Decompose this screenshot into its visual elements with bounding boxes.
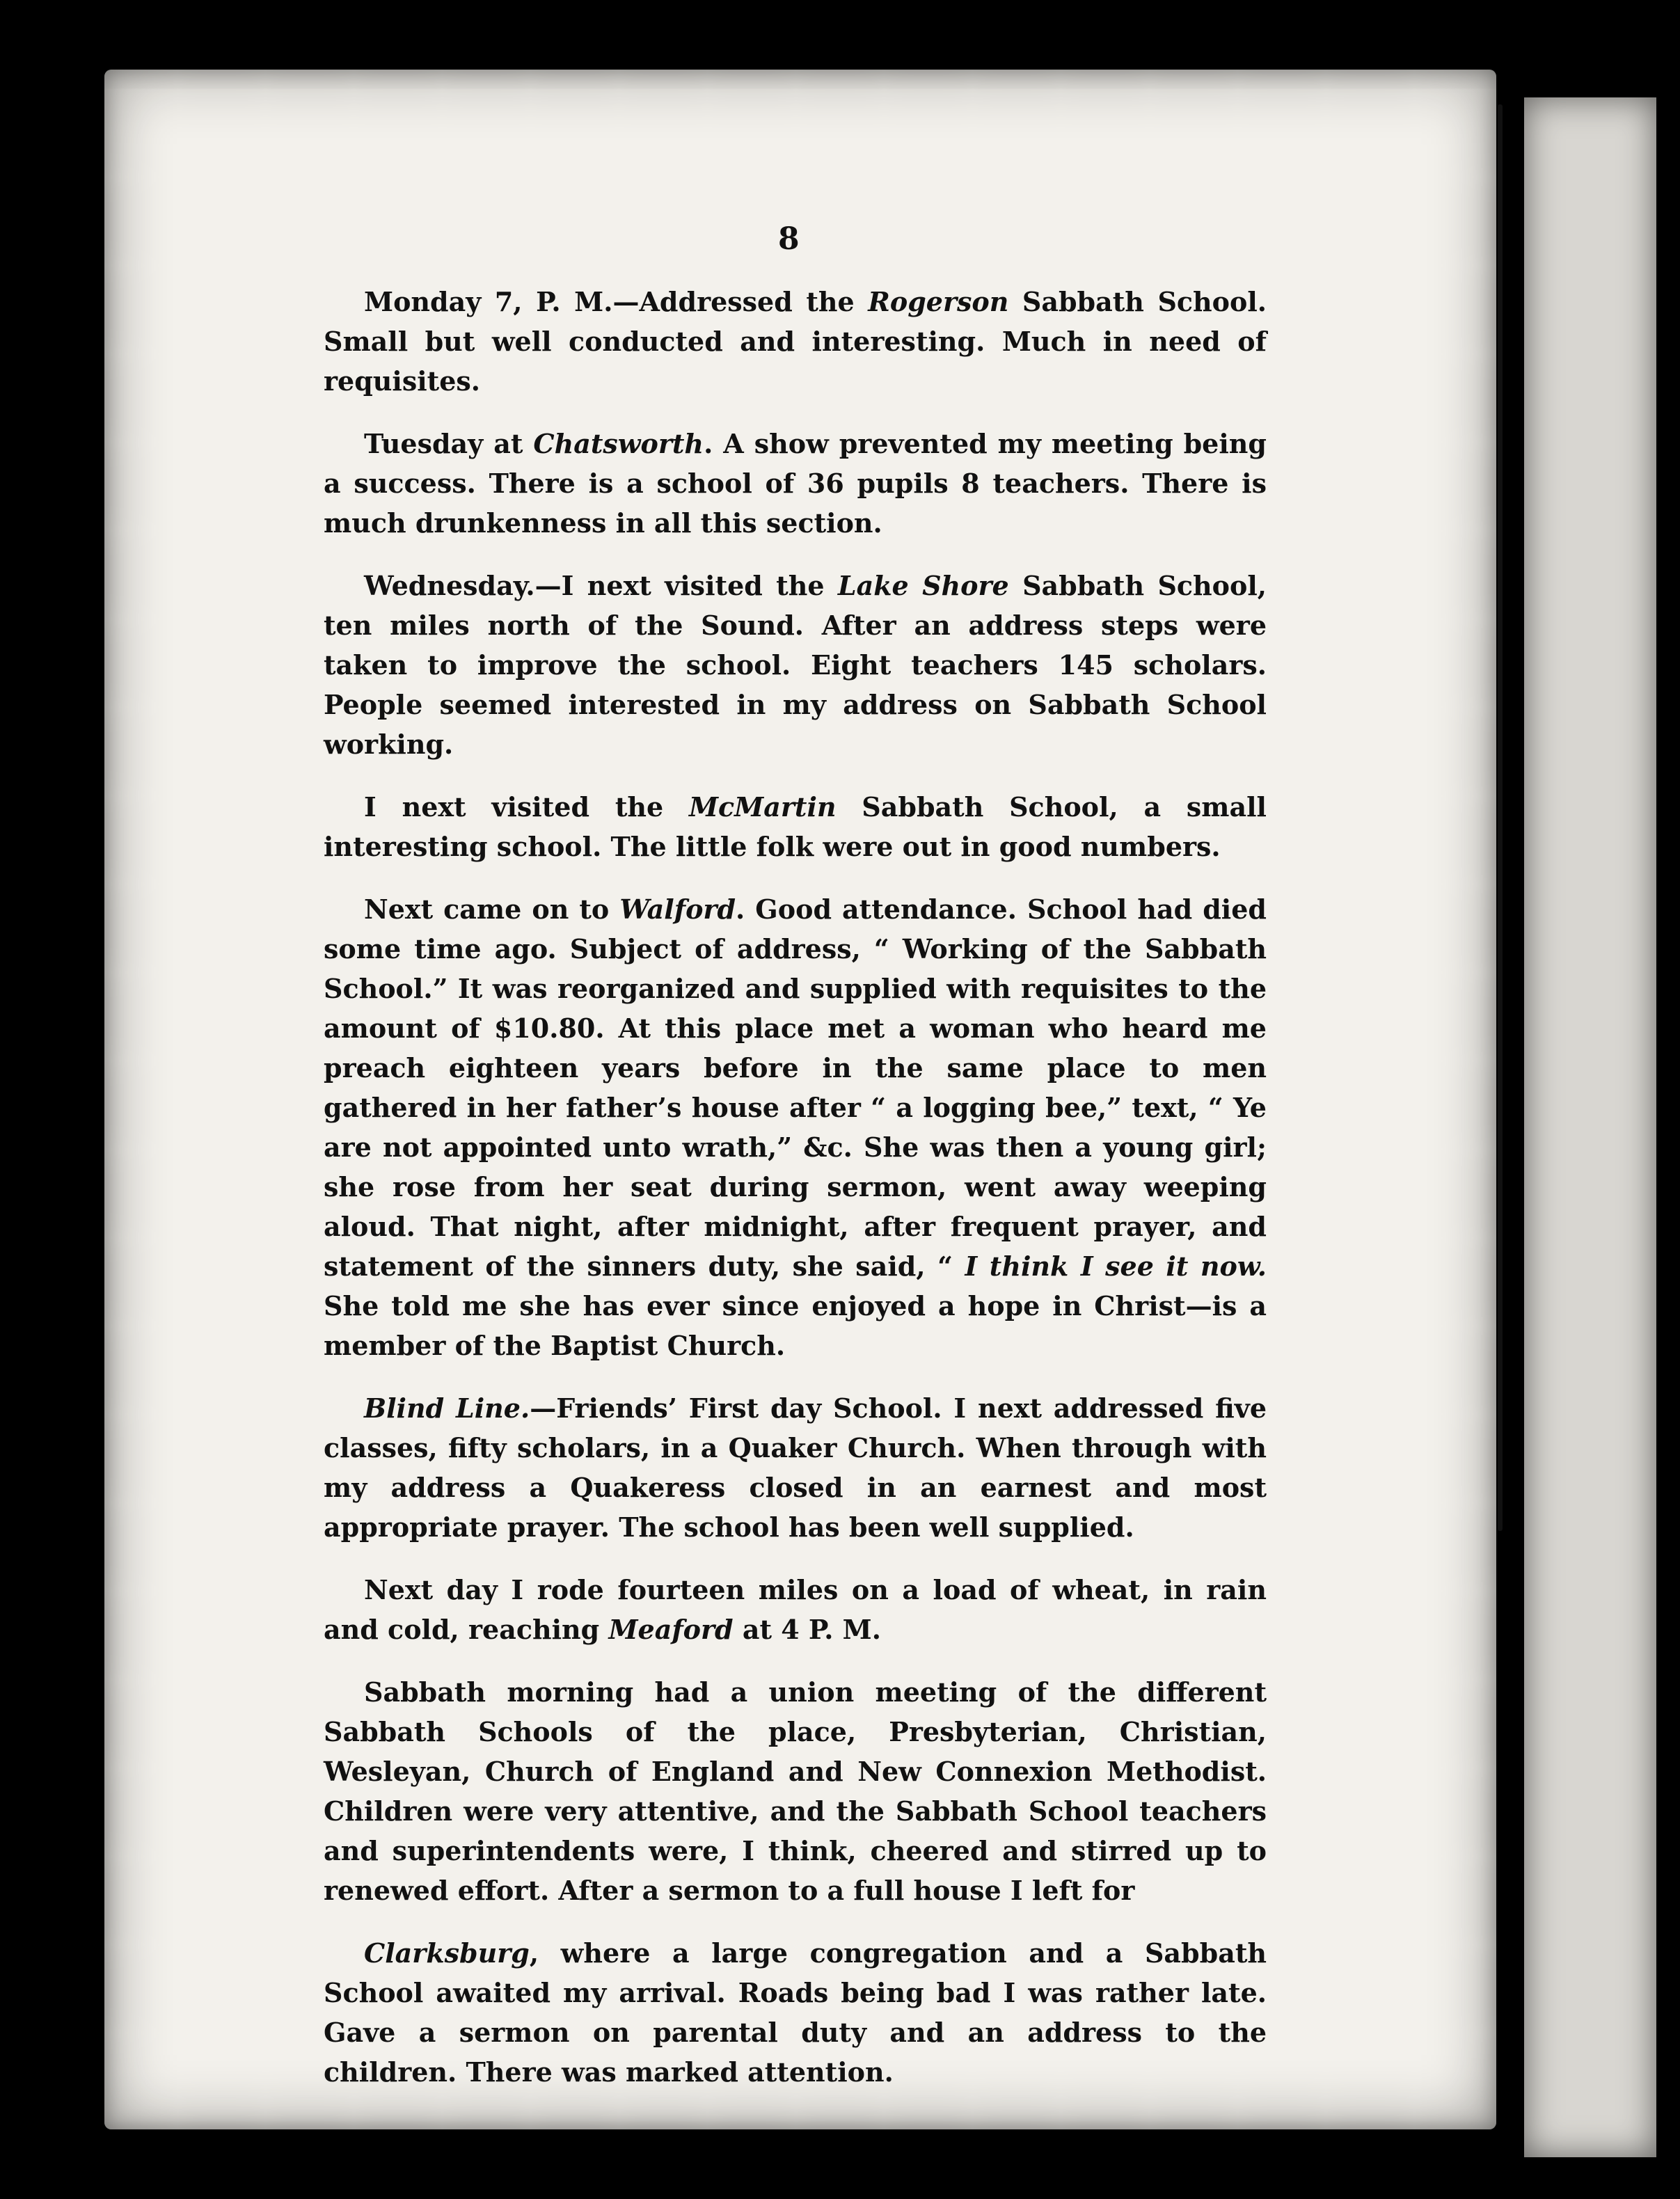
paragraph bbox=[324, 1570, 1267, 1649]
paragraph bbox=[324, 1388, 1267, 1547]
paragraph bbox=[324, 424, 1267, 543]
italic-text: Chatsworth bbox=[533, 428, 704, 459]
text-run: Wednesday.—I next visited the bbox=[364, 570, 838, 601]
page-number: 8 bbox=[778, 221, 800, 257]
paragraph bbox=[324, 566, 1267, 764]
adjacent-page-edge bbox=[1524, 97, 1656, 2157]
paragraph bbox=[324, 282, 1267, 401]
body-text bbox=[324, 282, 1267, 2115]
paragraph bbox=[324, 787, 1267, 866]
italic-text: Walford bbox=[619, 894, 736, 925]
text-run: Monday 7, P. M.—Addressed the bbox=[364, 286, 869, 317]
text-run: Sabbath morning had a union meeting of the different Sabbath Schools of the place, Presbyterian, Christian, Wesleyan, Church of England and New Connexion Methodist. Children were very attentive, and the Sabbath School teachers and superintendents were, I think, cheered and stirred up to renewed effort. After a sermon to a full house I left for bbox=[324, 1676, 1267, 1906]
text-run: She told me she has ever since enjoyed a hope in Christ—is a member of the Baptist Church. bbox=[324, 1290, 1267, 1361]
text-run: Sabbath School, a small interesting school. The little folk were out in good numbers. bbox=[324, 791, 1267, 862]
italic-text: Clarksburg bbox=[364, 1937, 530, 1969]
text-run: Sabbath School. Small but well conducted and interesting. Much in need of requisites. bbox=[324, 286, 1267, 397]
text-run: Tuesday at bbox=[364, 428, 534, 459]
paragraph bbox=[324, 1672, 1267, 1910]
paragraph bbox=[324, 889, 1267, 1365]
italic-text: Lake Shore bbox=[837, 570, 1009, 601]
paragraph bbox=[324, 1933, 1267, 2092]
page-fold-line bbox=[1498, 104, 1503, 1531]
text-run: at 4 P. M. bbox=[733, 1614, 881, 1645]
text-run: Sabbath School, ten miles north of the Sound. After an address steps were taken to improve the school. Eight teachers 145 scholars. People seemed interested in my address on Sabbath School working. bbox=[324, 570, 1267, 760]
italic-text: I think I see it now. bbox=[965, 1251, 1267, 1282]
text-run: Next came on to bbox=[364, 894, 620, 925]
text-run: . Good attendance. School had died some time ago. Subject of address, “ Working of the Sabbath School.” It was reorganized and supplied with requisites to the amount of $10.80. At this place met a woman who heard me preach eighteen years before in the same place to men gathered in her father’s house after “ a logging bee,” text, “ Ye are not appointed unto wrath,” &c. She was then a young girl; she rose from her seat during sermon, went away weeping aloud. That night, after midnight, after frequent prayer, and statement of the sinners duty, she said, “ bbox=[324, 894, 1267, 1282]
text-run: . A show prevented my meeting being a success. There is a school of 36 pupils 8 teachers. There is much drunkenness in all this section. bbox=[324, 428, 1267, 539]
italic-text: Blind Line. bbox=[364, 1392, 530, 1424]
italic-text: Meaford bbox=[608, 1614, 734, 1645]
italic-text: McMartin bbox=[688, 791, 837, 823]
text-run: I next visited the bbox=[364, 791, 689, 823]
text-run: —Friends’ First day School. I next addressed five classes, fifty scholars, in a Quaker Church. When through with my address a Quakeress closed in an earnest and most appropriate prayer. The school has been well supplied. bbox=[324, 1392, 1267, 1543]
text-run: , where a large congregation and a Sabbath School awaited my arrival. Roads being bad I was rather late. Gave a sermon on parental duty and an address to the children. There was marked attention. bbox=[324, 1937, 1267, 2088]
italic-text: Rogerson bbox=[868, 286, 1009, 317]
text-run: Next day I rode fourteen miles on a load of wheat, in rain and cold, reaching bbox=[324, 1574, 1267, 1645]
